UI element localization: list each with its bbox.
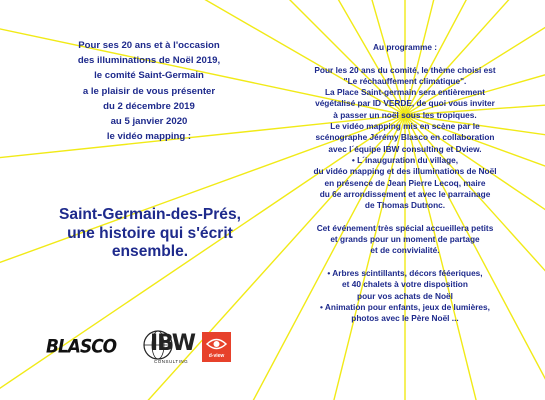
program-line: et de convivialité. xyxy=(370,245,440,256)
program-line: • L´inauguration du village, xyxy=(351,154,459,165)
program-line: • Animation pour enfants, jeux de lumières, xyxy=(320,301,490,312)
program-line: Pour les 20 ans du comité, le thème choisi est xyxy=(314,64,496,75)
program-heading: Au programme : xyxy=(372,42,438,52)
program-line: et grands pour un moment de partage xyxy=(330,234,480,245)
blasco-logo-text: BLASCO xyxy=(46,336,117,358)
program-line: scénographe Jérémy Blasco en collaboration xyxy=(315,132,495,143)
blasco-logo xyxy=(46,336,120,362)
dview-logo-text: d-view xyxy=(208,353,225,359)
program-line: végétalisé par ID VERDE, de quoi vous inviter xyxy=(315,98,495,109)
program-text xyxy=(290,42,520,324)
program-line: du vidéo mapping et des illuminations de Noël xyxy=(313,166,497,177)
ibw-logo-subtext: CONSULTING xyxy=(154,359,189,364)
program-line: à passer un noël sous les tropiques. xyxy=(333,109,477,120)
slogan-line: Saint-Germain-des-Prés, xyxy=(59,206,241,223)
program-line: avec l´équipe IBW consulting et Dview. xyxy=(328,143,482,154)
intro-text xyxy=(38,38,260,144)
intro-line: au 5 janvier 2020 xyxy=(110,116,188,128)
program-line: Cet événement très spécial accueillera petits xyxy=(316,222,494,233)
program-line: "Le réchauffement climatique". xyxy=(343,75,467,86)
slogan-text xyxy=(34,206,266,262)
program-line: La Place Saint-germain sera entièrement xyxy=(324,87,485,98)
program-line: photos avec le Père Noël ... xyxy=(351,313,459,324)
slogan-line: une histoire qui s'écrit xyxy=(67,224,233,242)
program-line: Le vidéo mapping mis en scène par le xyxy=(330,121,480,132)
intro-line: le vidéo mapping : xyxy=(106,131,192,143)
intro-line: Pour ses 20 ans et à l'occasion xyxy=(78,40,220,51)
program-line: du 6e arrondissement et avec le parrainage xyxy=(319,188,491,199)
program-line: en présence de Jean Pierre Lecoq, maire xyxy=(324,177,486,188)
ibw-logo-text: IBW xyxy=(150,331,196,356)
intro-line: des illuminations de Noël 2019, xyxy=(77,55,221,67)
program-line: de Thomas Dutronc. xyxy=(364,200,446,211)
dview-logo xyxy=(202,332,231,362)
ibw-consulting-logo xyxy=(138,329,196,373)
slogan-line: ensemble. xyxy=(111,243,189,260)
intro-line: a le plaisir de vous présenter xyxy=(82,85,216,97)
intro-line: du 2 décembre 2019 xyxy=(103,100,195,112)
intro-line: le comité Saint-Germain xyxy=(94,70,204,82)
program-line: • Arbres scintillants, décors fééeriques, xyxy=(327,267,483,278)
program-paragraph-2 xyxy=(290,223,520,257)
program-line: et 40 chalets à votre disposition xyxy=(342,279,468,290)
program-paragraph-3 xyxy=(290,268,520,324)
program-paragraph-1 xyxy=(290,65,520,212)
program-line: pour vos achats de Noël xyxy=(357,290,453,301)
